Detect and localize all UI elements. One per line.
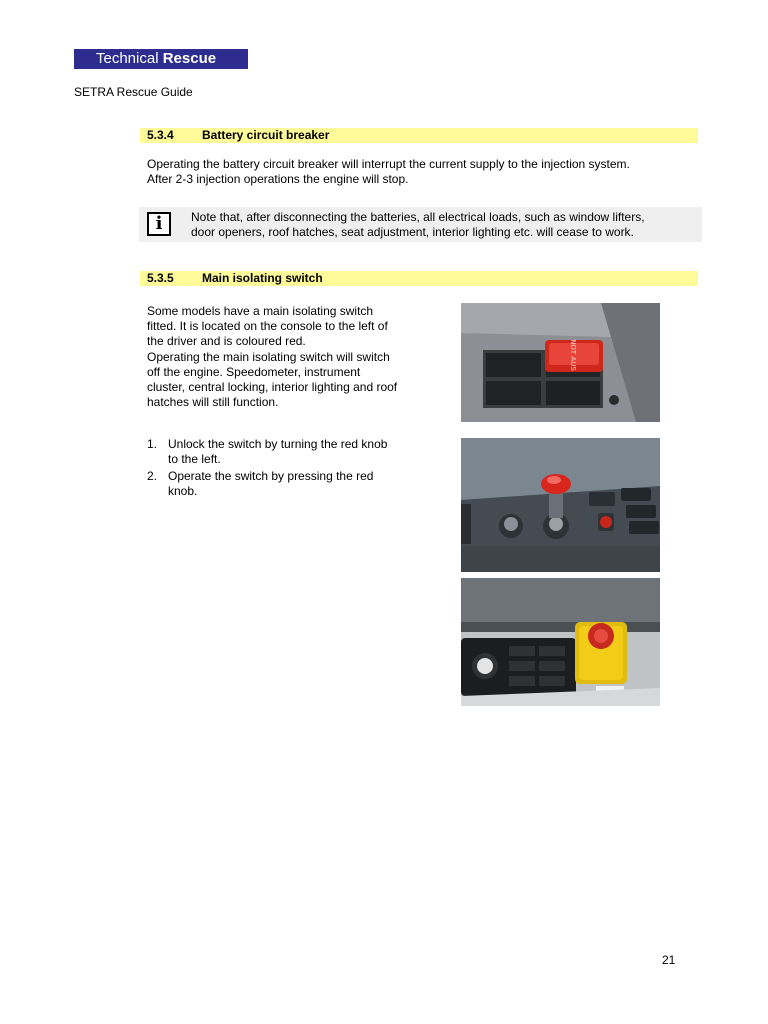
header-banner bbox=[74, 49, 248, 69]
info-icon: i bbox=[147, 212, 171, 236]
switch-label: NOT AUS bbox=[569, 339, 577, 371]
list-item bbox=[147, 437, 417, 467]
section-heading-534 bbox=[140, 128, 698, 143]
step-line: knob. bbox=[168, 484, 198, 498]
step-line: Operate the switch by pressing the red bbox=[168, 469, 374, 483]
banner-light-text: Technical bbox=[96, 50, 159, 67]
step-number: 1. bbox=[147, 437, 158, 451]
page-number: 21 bbox=[662, 953, 676, 967]
body-line: Some models have a main isolating switch bbox=[147, 304, 374, 318]
banner-bold-text: Rescue bbox=[162, 50, 217, 67]
note-text bbox=[191, 210, 645, 240]
body-line: Operating the main isolating switch will switch bbox=[147, 350, 390, 364]
photo-dashboard-knob bbox=[461, 438, 660, 572]
section-number: 5.3.5 bbox=[147, 271, 174, 285]
section-title: Main isolating switch bbox=[202, 271, 323, 285]
body-line: hatches will still function. bbox=[147, 395, 279, 409]
list-item bbox=[147, 469, 417, 499]
body-line: After 2-3 injection operations the engine will stop. bbox=[147, 172, 409, 186]
section-number: 5.3.4 bbox=[147, 128, 174, 142]
step-line: Unlock the switch by turning the red knob bbox=[168, 437, 388, 451]
photo-control-panel bbox=[461, 578, 660, 706]
body-line: fitted. It is located on the console to the left of bbox=[147, 319, 388, 333]
body-line: cluster, central locking, interior lighting and roof bbox=[147, 380, 398, 394]
section-heading-535 bbox=[140, 271, 698, 286]
note-box bbox=[139, 207, 702, 242]
body-line: Operating the battery circuit breaker will interrupt the current supply to the injection system. bbox=[147, 157, 630, 171]
section-535-para1 bbox=[147, 304, 388, 349]
section-535-para2 bbox=[147, 350, 397, 410]
steps-list bbox=[147, 437, 417, 501]
photo-switch-console bbox=[461, 303, 660, 422]
step-number: 2. bbox=[147, 469, 158, 483]
step-line: to the left. bbox=[168, 452, 221, 466]
document-subtitle: SETRA Rescue Guide bbox=[74, 85, 193, 99]
body-line: the driver and is coloured red. bbox=[147, 334, 306, 348]
section-title: Battery circuit breaker bbox=[202, 128, 330, 142]
body-line: off the engine. Speedometer, instrument bbox=[147, 365, 361, 379]
note-line: door openers, roof hatches, seat adjustment, interior lighting etc. will cease to work. bbox=[191, 225, 634, 239]
section-534-body bbox=[147, 157, 630, 187]
note-line: Note that, after disconnecting the batteries, all electrical loads, such as window lifters, bbox=[191, 210, 645, 224]
